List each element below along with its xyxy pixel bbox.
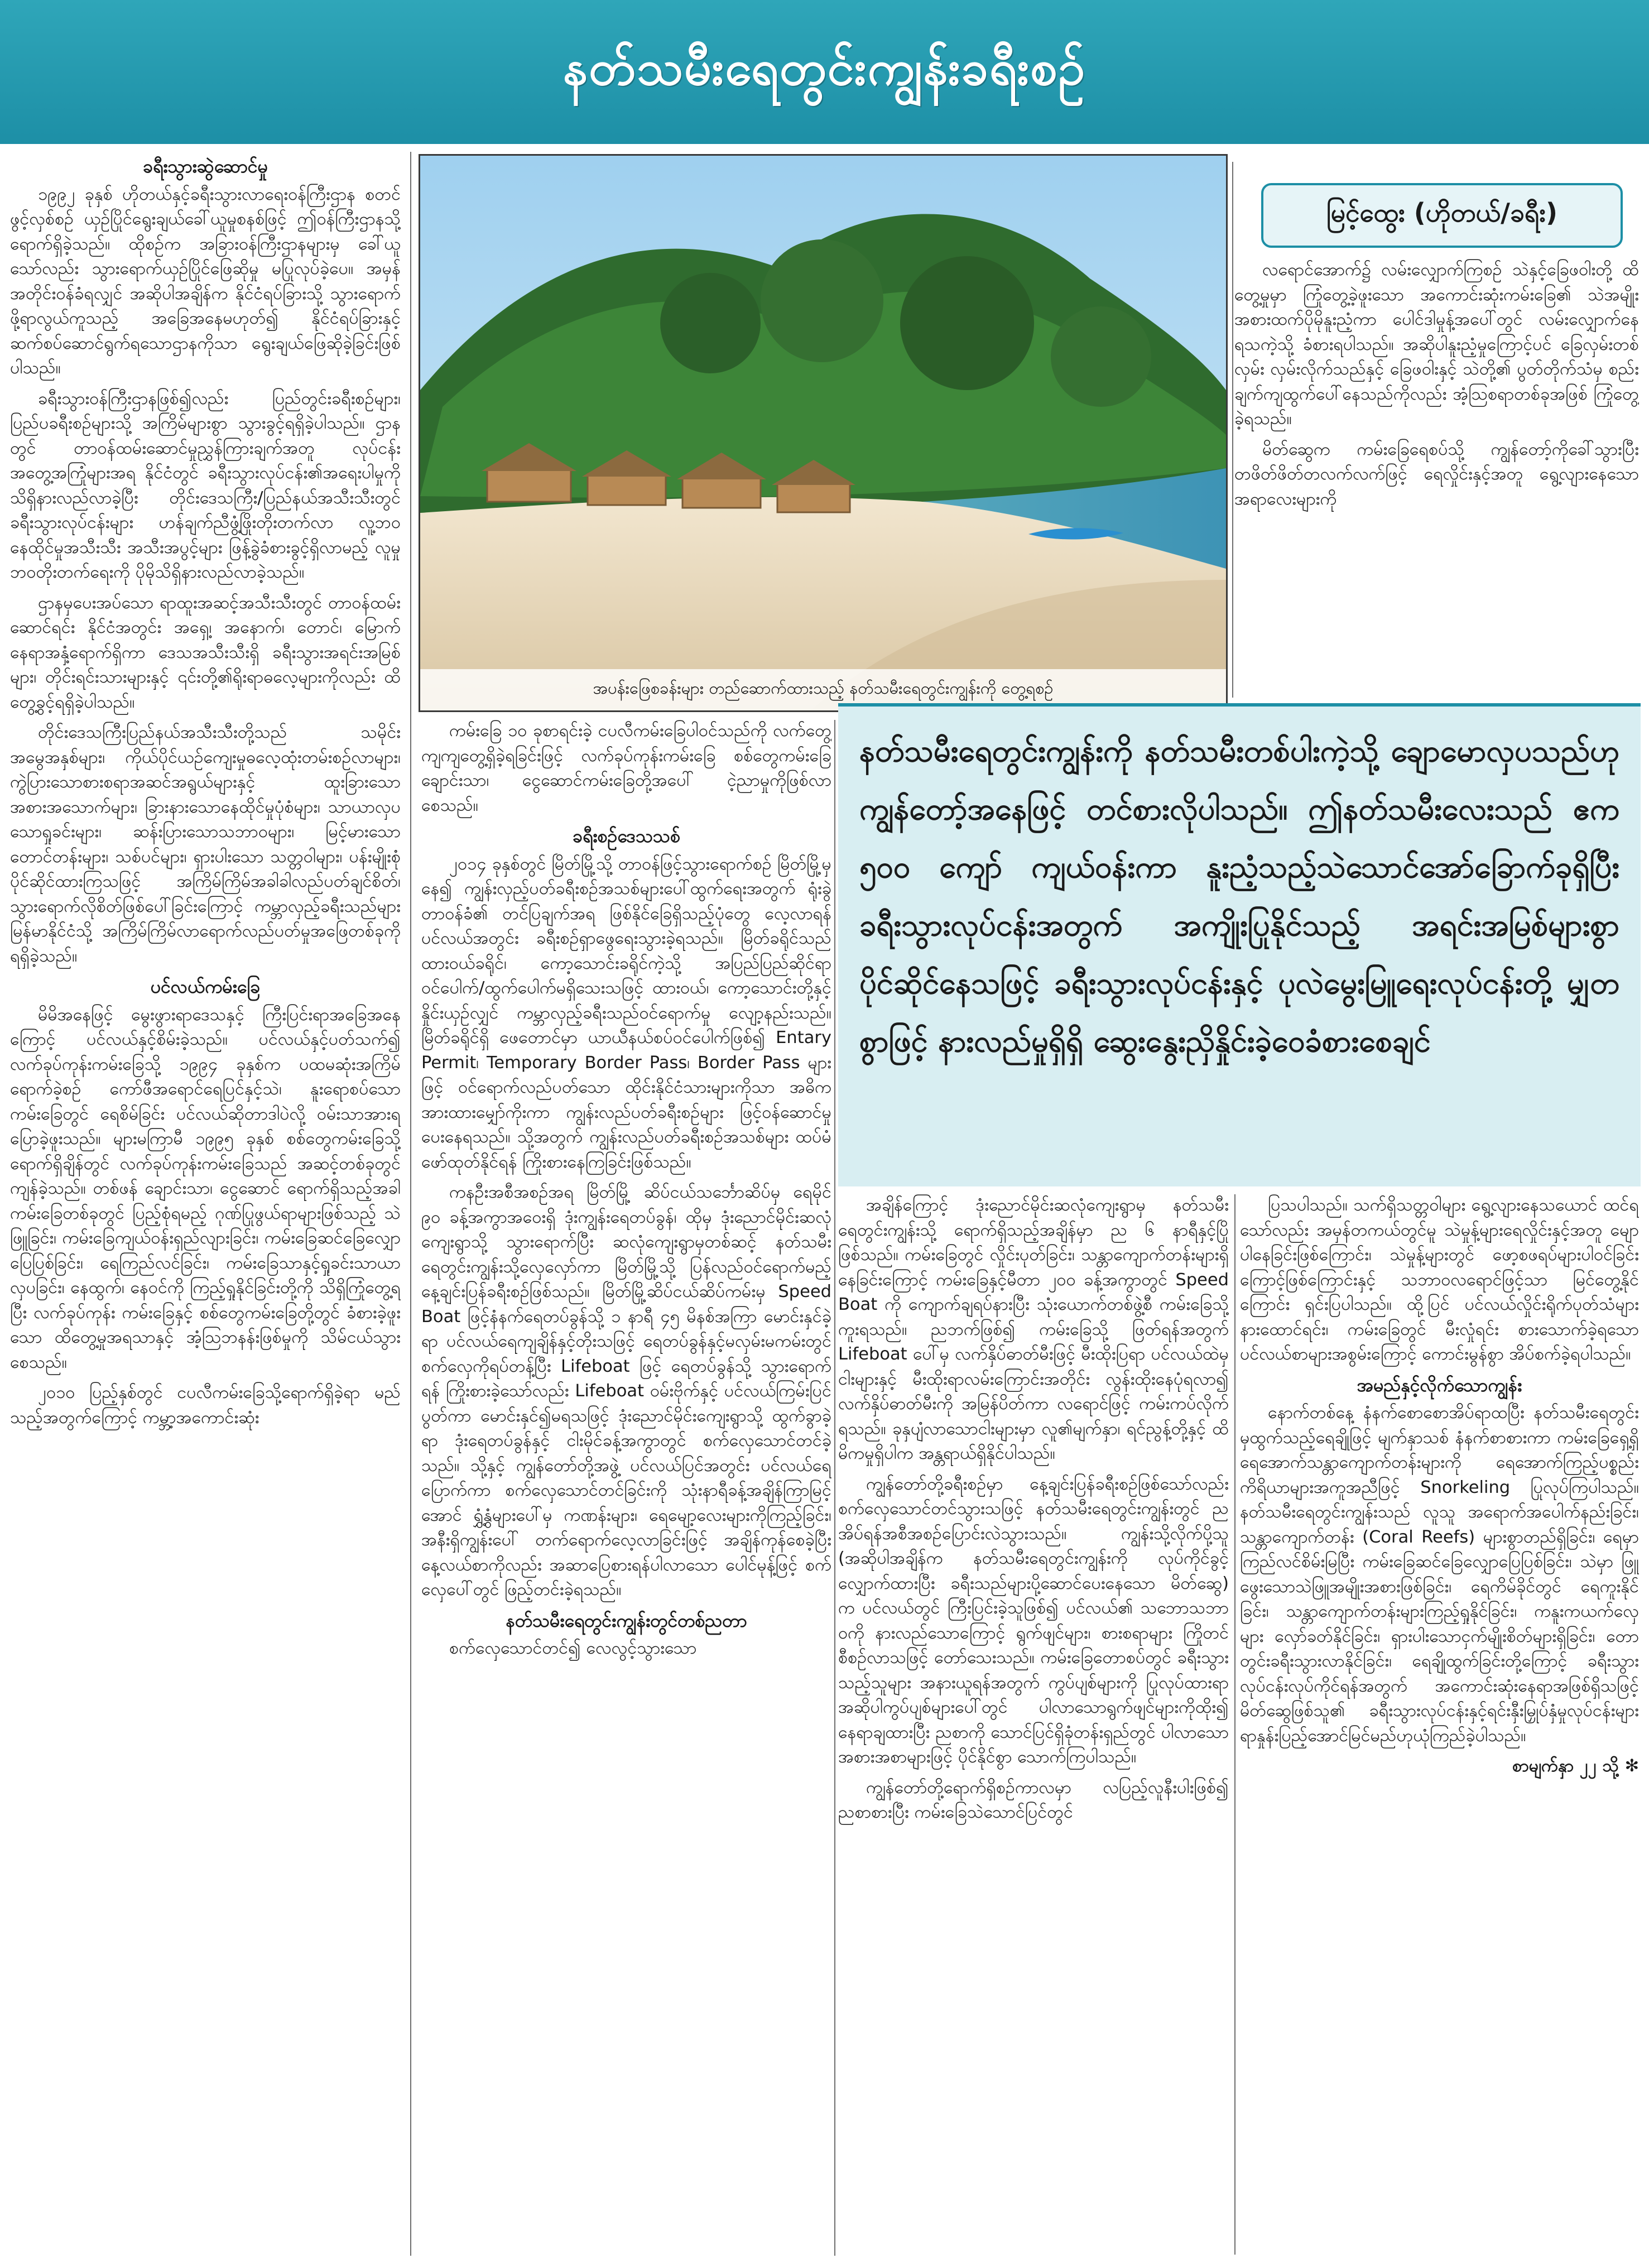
article-column-1: [10, 152, 401, 2256]
paragraph: ခရီးသွားဝန်ကြီးဌာနဖြစ်၍လည်း ပြည်တွင်းခရီးစဉ်များ၊ ပြည်ပခရီးစဉ်များသို့ အကြိမ်များစွာ သွားခွင့်ရရှိခဲ့ပါသည်။ ဌာနတွင် တာဝန်ထမ်းဆောင်မှုညွှန်ကြားချက်အတူ လုပ်ငန်းအတွေ့အကြုံများအရ နိုင်ငံတွင် ခရီးသွားလုပ်ငန်း၏အရေးပါမှုကို သိရှိနားလည်လာခဲ့ပြီး တိုင်းဒေသကြီး/ပြည်နယ်အသီးသီးတွင် ခရီးသွားလုပ်ငန်းများ ဟန်ချက်ညီဖွံ့ဖြိုးတိုးတက်လာ လူ့ဘဝနေထိုင်မှုအသီးသီး အသီးအပွင့်များ ဖြန့်ခွဲခံစားခွင့်ရှိလာမည့် လူမှုဘဝတိုးတက်ရေးကို ပိုမိုသိရှိနားလည်လာခဲ့သည်။: [10, 388, 401, 582]
paragraph: ၂၀၁၄ ခုနှစ်တွင် မြိတ်မြို့သို့ တာဝန်ဖြင့်သွားရောက်စဉ် မြိတ်မြို့မှနေ၍ ကျွန်းလှည့်ပတ်ခရီးစဉ်အသစ်များပေါ်ထွက်ရေးအတွက် ရုံးခွဲတာဝန်ခံ၏ တင်ပြချက်အရ ဖြစ်နိုင်ခြေရှိသည့်ပုံတွေ လေ့လာရန် ပင်လယ်အတွင်း ခရီးစဉ်ရှာဖွေရေးသွားခဲ့ရသည်။ မြိတ်ခရိုင်သည် ထားဝယ်ခရိုင်၊ ကော့သောင်းခရိုင်ကဲ့သို့ အပြည်ပြည်ဆိုင်ရာဝင်ပေါက်/ထွက်ပေါက်မရှိသေးသဖြင့် ထားဝယ်၊ ကော့သောင်းတို့နှင့် နှိုင်းယှဉ်လျှင် ကမ္ဘာလှည့်ခရီးသည်ဝင်ရောက်မှု လျော့နည်းသည်။ မြိတ်ခရိုင်ရှိ ဖေတောင်မှာ ယာယီနယ်စပ်ဝင်ပေါက်ဖြစ်၍ Entary Permit၊ Temporary Border Pass၊ Border Pass များဖြင့် ဝင်ရောက်လည်ပတ်သော ထိုင်းနိုင်ငံသားများကိုသာ အဓိက အားထားမျှော်ကိုးကာ ကျွန်းလည်ပတ်ခရီးစဉ်များ ဖြင့်ဝန်ဆောင်မှုပေးနေရသည်။ သို့အတွက် ကျွန်းလည်ပတ်ခရီးစဉ်အသစ်များ ထပ်မံဖော်ထုတ်နိုင်ရန် ကြိုးစားနေကြခြင်းဖြစ်သည်။: [421, 854, 831, 1172]
paragraph: မိမိအနေဖြင့် မွေးဖွားရာဒေသနှင့် ကြီးပြင်းရာအခြေအနေကြောင့် ပင်လယ်နှင့်စိမ်းခဲ့သည်။ ပင်လယ်နှင့်ပတ်သက်၍ လက်ခုပ်ကုန်းကမ်းခြေသို့ ၁၉၉၄ ခုနှစ်က ပထမဆုံးအကြိမ်ရောက်ခဲ့စဉ် ကော်ဖီအရောင်ရေပြင်နှင့်သဲ၊ နူးရောစပ်သောကမ်းခြေတွင် ရေစိမ်ခြင်း ပင်လယ်ဆိုတာဒါပဲလို့ ဝမ်းသာအားရပြောခဲ့ဖူးသည်။ များမကြာမီ ၁၉၉၅ ခုနှစ် စစ်တွေကမ်းခြေသို့ ရောက်ရှိချိန်တွင် လက်ခုပ်ကုန်းကမ်းခြေသည် အဆင့်တစ်ခုတွင် ကျန်ခဲ့သည်။ တစ်ဖန် ချောင်းသာ၊ ငွေဆောင် ရောက်ရှိသည့်အခါ ကမ်းခြေတစ်ခုတွင် ပြည့်စုံရမည့် ဂုဏ်ပြုဖွယ်ရာများဖြစ်သည့် သဲဖြူခြင်း၊ ကမ်းခြေကျယ်ဝန်းရှည်လျားခြင်း၊ ကမ်းခြေဆင်ခြေလျှောပြေပြစ်ခြင်း၊ ရေကြည်လင်ခြင်း၊ ကမ်းခြေသာနှင့်ရှုခင်းသာယာလှပခြင်း၊ နေထွက်၊ နေဝင်ကို ကြည့်ရှုနိုင်ခြင်းတို့ကို သိရှိကြုံတွေ့ရပြီး လက်ခုပ်ကုန်း ကမ်းခြေနှင့် စစ်တွေကမ်းခြေတို့တွင် ခံစားခဲ့ဖူးသော ထိတွေ့မှုအရသာနှင့် အံ့သြဘနန်းဖြစ်မှုကို သိမ်ငယ်သွားစေသည်။: [10, 1005, 401, 1372]
paragraph: ကျွန်တော်တို့ရောက်ရှိစဉ်ကာလမှာ လပြည့်လူနီးပါးဖြစ်၍ ညစာစားပြီး ကမ်းခြေသဲသောင်ပြင်တွင်: [838, 1777, 1229, 1822]
section-heading: နတ်သမီးရေတွင်းကျွန်းတွင်တစ်ညတာ: [506, 1609, 747, 1631]
paragraph: ပြသပါသည်။ သက်ရှိသတ္တဝါများ ရွေ့လျားနေသယောင် ထင်ရသော်လည်း အမှန်တကယ်တွင်မူ သဲမှုန့်များရေလှိုင်းနှင့်အတူ မျောပါနေခြင်းဖြစ်ကြောင်း၊ သဲမှုန့်များတွင် ဖော့စဖရပ်များပါဝင်ခြင်းကြောင့်ဖြစ်ကြောင်းနှင့် သဘာဝလရောင်ဖြင့်သာ မြင်တွေ့နိုင်ကြောင်း ရှင်းပြပါသည်။ ထို့ပြင် ပင်လယ်လှိုင်းရိုက်ပုတ်သံများ နားထောင်ရင်း၊ ကမ်းခြေတွင် မီးလှုံရင်း စားသောက်ခဲ့ရသော ပင်လယ်စာများအစွမ်းကြောင့် ကောင်းမွန်စွာ အိပ်စက်ခဲ့ရပါသည်။: [1240, 1195, 1639, 1364]
beach-photo: [419, 154, 1228, 712]
column-divider: [1232, 162, 1233, 698]
article-header: [0, 0, 1649, 144]
paragraph: ဌာနမှပေးအပ်သော ရာထူးအဆင့်အသီးသီးတွင် တာဝန်ထမ်းဆောင်ရင်း နိုင်ငံအတွင်း အရှေ့၊ အနောက်၊ တောင်၊ မြောက် နေရာအနှံ့ရောက်ရှိကာ ဒေသအသီးသီးရှိ ခရီးသွားအရင်းအမြစ်များ၊ တိုင်းရင်းသားများနှင့် ၎င်းတို့၏ရိုးရာဓလေ့များကိုလည်း ထိတွေ့ခွင့်ရရှိခဲ့ပါသည်။: [10, 593, 401, 712]
paragraph: ၂၀၁၀ ပြည့်နှစ်တွင် ငပလီကမ်းခြေသို့ရောက်ရှိခဲ့ရာ မည်သည့်အတွက်ကြောင့် ကမ္ဘာ့အကောင်းဆုံး: [10, 1383, 401, 1428]
beach-photo-illustration: [420, 156, 1226, 710]
paragraph: ကမ်းခြေ ၁၀ ခုစာရင်းခဲ့ ငပလီကမ်းခြေပါဝင်သည်ကို လက်တွေ့ကျကျတွေ့ရှိခဲ့ရခြင်းဖြင့် လက်ခုပ်ကုန်းကမ်းခြေ စစ်တွေကမ်းခြေ ချောင်းသာ၊ ငွေဆောင်ကမ်းခြေတို့အပေါ် ငဲ့ညာမှုကိုဖြစ်လာစေသည်။: [421, 721, 831, 815]
continued-on-page-label: စာမျက်နှာ ၂၂ သို့ ✻: [1512, 1756, 1639, 1776]
column-divider: [1234, 1194, 1235, 2255]
article-title: နတ်သမီးရေတွင်းကျွန်းခရီးစဉ်: [563, 40, 1086, 96]
photo-caption: အပန်းဖြေစခန်းများ တည်ဆောက်ထားသည့် နတ်သမီးရေတွင်းကျွန်းကို တွေ့ရစဉ်: [420, 669, 1226, 710]
paragraph: ၁၉၉၂ ခုနှစ် ဟိုတယ်နှင့်ခရီးသွားလာရေးဝန်ကြီးဌာန စတင်ဖွင့်လှစ်စဉ် ယှဉ်ပြိုင်ရွေးချယ်ခေါ်ယူမှုစနစ်ဖြင့် ဤဝန်ကြီးဌာနသို့ ရောက်ရှိခဲ့သည်။ ထိုစဉ်က အခြားဝန်ကြီးဌာနများမှ ခေါ်ယူသော်လည်း သွားရောက်ယှဉ်ပြိုင်ဖြေဆိုမှု မပြုလုပ်ခဲ့ပေ။ အမှန်အတိုင်းဝန်ခံရလျှင် အဆိုပါအချိန်က နိုင်ငံရပ်ခြားသို့ သွားရောက်ဖို့ရာလွယ်ကူသည့် အခြေအနေမဟုတ်၍ နိုင်ငံရပ်ခြားနှင့် ဆက်စပ်ဆောင်ရွက်ရသောဌာနကိုသာ ရွေးချယ်ဖြေဆိုခဲ့ခြင်းဖြစ်ပါသည်။: [10, 184, 401, 378]
section-heading: ခရီးစဉ်ဒေသသစ်: [573, 825, 680, 847]
column-divider: [410, 152, 411, 2256]
paragraph: လရောင်အောက်၌ လမ်းလျှောက်ကြစဉ် သဲနှင့်ခြေဖဝါးတို့ ထိတွေ့မှုမှာ ကြုံတွေ့ခဲ့ဖူးသော အကောင်းဆုံးကမ်းခြေ၏ သဲအမျိုးအစားထက်ပိုမိုနူးညံ့ကာ ပေါင်ဒါမှုန့်အပေါ်တွင် လမ်းလျှောက်နေရသကဲ့သို့ ခံစားရပါသည်။ အဆိုပါနူးညံ့မှုကြောင့်ပင် ခြေလှမ်းတစ်လှမ်း လှမ်းလိုက်သည်နှင့် ခြေဖဝါးနှင့် သဲတို့၏ ပွတ်တိုက်သံမှ စည်းချက်ကျထွက်ပေါ်နေသည်ကိုလည်း အံ့သြစရာတစ်ခုအဖြစ် ကြုံတွေ့ခဲ့ရသည်။: [1234, 260, 1639, 429]
paragraph: စက်လှေသောင်တင်၍ လေလွင့်သွားသော: [449, 1638, 697, 1658]
paragraph: ကနဦးအစီအစဉ်အရ မြိတ်မြို့ ဆိပ်ငယ်သင်္ဘောဆိပ်မှ ရေမိုင် ၉၀ ခန့်အကွာအဝေးရှိ ဒုံးကျွန်းရေတပ်ခွန်၊ ထိုမှ ဒုံးညောင်မိုင်းဆလုံကျေးရွာသို့ သွားရောက်ပြီး ဆလုံကျေးရွာမှတစ်ဆင့် နတ်သမီးရေတွင်းကျွန်းသို့လှေလှော်ကာ မြိတ်မြို့သို့ ပြန်လည်ဝင်ရောက်မည့် နေ့ချင်းပြန်ခရီးစဉ်ဖြစ်သည်။ မြိတ်မြို့ဆိပ်ငယ်ဆိပ်ကမ်းမှ Speed Boat ဖြင့်နံနက်ရေတပ်ခွန်သို့ ၁ နာရီ ၄၅ မိနစ်အကြာ မောင်းနှင်ခဲ့ရာ ပင်လယ်ရေကျချိန်နှင့်တိုးသဖြင့် ရေတပ်ခွန်နှင့်မလှမ်းမကမ်းတွင် စက်လှေကိုရပ်တန့်ပြီး Lifeboat ဖြင့် ရေတပ်ခွန်သို့ သွားရောက်ရန် ကြိုးစားခဲ့သော်လည်း Lifeboat ဝမ်းဗိုက်နှင့် ပင်လယ်ကြမ်းပြင်ပွတ်ကာ မောင်းနှင်၍မရသဖြင့် ဒုံးညောင်မိုင်းကျေးရွာသို့ ထွက်ခွာခဲ့ရာ ဒုံးရေတပ်ခွန်နှင့် ငါးမိုင်ခန့်အကွာတွင် စက်လှေသောင်တင်ခဲ့သည်။ သို့နှင့် ကျွန်တော်တို့အဖွဲ့ ပင်လယ်ပြင်အတွင်း ပင်လယ်ရေပြောက်ကာ စက်လှေသောင်တင်ခြင်းကို သုံးနာရီခန့်အချိန်ကြာမြင့်အောင် ရွှံ့နွံများပေါ်မှ ကဏန်းများ၊ ရေမျော့လေးများကိုကြည့်ခြင်း၊ အနီးရှိကျွန်းပေါ် တက်ရောက်လေ့လာခြင်းဖြင့် အချိန်ကုန်စေခဲ့ပြီး နေ့လယ်စာကိုလည်း အဆာပြေစားရန်ပါလာသော ပေါင်မုန့်ဖြင့် စက်လှေပေါ်တွင် ဖြည့်တင်းခဲ့ရသည်။: [421, 1183, 831, 1599]
paragraph: ကျွန်တော်တို့ခရီးစဉ်မှာ နေ့ချင်းပြန်ခရီးစဉ်ဖြစ်သော်လည်း စက်လှေသောင်တင်သွားသဖြင့် နတ်သမီးရေတွင်းကျွန်းတွင် ညအိပ်ရန်အစီအစဉ်ပြောင်းလဲသွားသည်။ ကျွန်းသို့လိုက်ပို့သူ (အဆိုပါအချိန်က နတ်သမီးရေတွင်းကျွန်းကို လုပ်ကိုင်ခွင့်လျှောက်ထားပြီး ခရီးသည်များပို့ဆောင်ပေးနေသော မိတ်ဆွေ) က ပင်လယ်တွင် ကြီးပြင်းခဲ့သူဖြစ်၍ ပင်လယ်၏ သဘောသဘာဝကို နားလည်သောကြောင့် ရွက်ဖျင်များ၊ စားစရာများ ကြိုတင်စီစဉ်လာသဖြင့် တော်သေးသည်။ ကမ်းခြေတောစပ်တွင် ခရီးသွားသည့်သူများ အနားယူရန်အတွက် ကွပ်ပျစ်များကို ပြုလုပ်ထားရာ အဆိုပါကွပ်ပျစ်များပေါ်တွင် ပါလာသောရွက်ဖျင်များကိုထိုး၍ နေရာချထားပြီး ညစာကို သောင်ပြင်ရှိခုံတန်းရှည်တွင် ပါလာသော အစားအစာများဖြင့် ပိုင်နိုင်စွာ သောက်ကြပါသည်။: [838, 1474, 1229, 1767]
article-column-2: [421, 719, 831, 2256]
article-column-4: [1240, 1193, 1639, 2256]
author-byline: မြင့်ထွေး (ဟိုတယ်/ခရီး): [1261, 183, 1623, 248]
article-column-3: [838, 1193, 1229, 2256]
paragraph: အချိန်ကြောင့် ဒုံးညောင်မိုင်းဆလုံကျေးရွာမှ နတ်သမီးရေတွင်းကျွန်းသို့ ရောက်ရှိသည့်အချိန်မှာ ည ၆ နာရီနှင့်ပြိုဖြစ်သည်။ ကမ်းခြေတွင် လှိုင်းပုတ်ခြင်း၊ သန္တာကျောက်တန်းများရှိနေခြင်းကြောင့် ကမ်းခြေနှင့်မီတာ ၂၀၀ ခန့်အကွာတွင် Speed Boat ကို ကျောက်ချရပ်နားပြီး သုံးယောက်တစ်ဖွဲ့စီ ကမ်းခြေသို့ကူးရသည်။ ညဘက်ဖြစ်၍ ကမ်းခြေသို့ ဖြတ်ရန်အတွက် Lifeboat ပေါ်မှ လက်နှိပ်ဓာတ်မီးဖြင့် မီးထိုးပြရာ ပင်လယ်ထဲမှ ငါးများနှင့် မီးထိုးရာလမ်းကြောင်းအတိုင်း လွန်းထိုးနေပုံရလာ၍ လက်နှိပ်ဓာတ်မီးကို အမြန်ပိတ်ကာ လရောင်ဖြင့် ကမ်းကပ်လိုက်ရသည်။ ခုနှပျံလာသောငါးများမှာ လူ၏မျက်နှာ၊ ရင်ညွန့်တို့နှင့် ထိမိကမှုရှိပါက အန္တရာယ်ရှိနိုင်ပါသည်။: [838, 1195, 1229, 1463]
paragraph: မိတ်ဆွေက ကမ်းခြေရေစပ်သို့ ကျွန်တော့်ကိုခေါ်သွားပြီး တဖိတ်ဖိတ်တလက်လက်ဖြင့် ရေလှိုင်းနှင့်အတူ ရွေ့လျားနေသောအရာလေးများကို: [1234, 439, 1639, 509]
paragraph: နောက်တစ်နေ့ နံနက်စောစောအိပ်ရာထပြီး နတ်သမီးရေတွင်းမှထွက်သည့်ရေချိုဖြင့် မျက်နှာသစ် နံနက်စာစားကာ ကမ်းခြေရှေ့ရှိ ရေအောက်သန္တာကျောက်တန်းများကို ရေအောက်ကြည့်ပစ္စည်းကိရိယာများအကူအညီဖြင့် Snorkeling ပြုလုပ်ကြပါသည်။ နတ်သမီးရေတွင်းကျွန်းသည် လူသူ အရောက်အပေါက်နည်းခြင်း၊ သန္တာကျောက်တန်း (Coral Reefs) များစွာတည်ရှိခြင်း၊ ရေမှာကြည်လင်စိမ်းမြပြီး ကမ်းခြေဆင်ခြေလျှောပြေပြစ်ခြင်း၊ သဲမှာ ဖြူဖွေးသောသဲဖြူအမျိုးအစားဖြစ်ခြင်း၊ ရေကိမ်ခိုင်တွင် ရေကူးနိုင်ခြင်း၊ သန္တာကျောက်တန်းများကြည့်ရှုနိုင်ခြင်း၊ ကနူးကယက်လှေများ လှော်ခတ်နိုင်ခြင်း၊ ရှားပါးသောငှက်မျိုးစိတ်များရှိခြင်း၊ တောတွင်းခရီးသွားလာနိုင်ခြင်း၊ ရေချိုထွက်ခြင်းတို့ကြောင့် ခရီးသွားလုပ်ငန်းလုပ်ကိုင်ရန်အတွက် အကောင်းဆုံးနေရာအဖြစ်ရှိသဖြင့် မိတ်ဆွေဖြစ်သူ၏ ခရီးသွားလုပ်ငန်းနှင့်ရင်းနှီးမြှုပ်နှံမှုလုပ်ငန်းများ ရာနှုန်းပြည့်အောင်မြင်မည်ဟုယုံကြည်ခဲ့ပါသည်။: [1240, 1403, 1639, 1746]
paragraph: တိုင်းဒေသကြီးပြည်နယ်အသီးသီးတို့သည် သမိုင်းအမွေအနှစ်များ၊ ကိုယ်ပိုင်ယဉ်ကျေးမှုဓလေ့ထုံးတမ်းစဉ်လာများ၊ ကွဲပြားသောစားစရာအဆင်အရွယ်များနှင့် ထူးခြားသောအစားအသောက်များ၊ ခြားနားသောနေထိုင်မှုပုံစံများ၊ သာယာလှပသောရှုခင်းများ၊ ဆန်းပြားသောသဘာဝများ၊ မြင့်မားသောတောင်တန်းများ၊ သစ်ပင်များ၊ ရှားပါးသော သတ္တဝါများ၊ ပန်းမျိုးစုံ ပိုင်ဆိုင်ထားကြသဖြင့် အကြိမ်ကြိမ်အခါခါလည်ပတ်ချင်စိတ်၊ သွားရောက်လိုစိတ်ဖြစ်ပေါ်ခြင်းကြောင့် ကမ္ဘာလှည့်ခရီးသည်များ မြန်မာနိုင်ငံသို့ အကြိမ်ကြိမ်လာရောက်လည်ပတ်မှုအဖြေတစ်ခုကိုရရှိခဲ့သည်။: [10, 723, 401, 966]
article-column-4-top: [1234, 258, 1639, 660]
column-divider: [834, 720, 835, 2256]
pull-quote: နတ်သမီးရေတွင်းကျွန်းကို နတ်သမီးတစ်ပါးကဲ့သို့ ချောမောလှပသည်ဟု ကျွန်တော့်အနေဖြင့် တင်စားလိုပါသည်။ ဤနတ်သမီးလေးသည် ဧက ၅၀၀ ကျော် ကျယ်ဝန်းကာ နူးညံ့သည့်သဲသောင်အော်ခြောက်ခုရှိပြီး ခရီးသွားလုပ်ငန်းအတွက် အကျိုးပြုနိုင်သည့် အရင်းအမြစ်များစွာ ပိုင်ဆိုင်နေသဖြင့် ခရီးသွားလုပ်ငန်းနှင့် ပုလဲမွေးမြူရေးလုပ်ငန်းတို့ မျှတစွာဖြင့် နားလည်မှုရှိရှိ ဆွေးနွေးညှိနှိုင်းခဲ့ဝေခံစားစေချင်: [838, 703, 1641, 1186]
section-heading: ပင်လယ်ကမ်းခြေ: [150, 976, 261, 997]
section-heading: အမည်နှင့်လိုက်သောကျွန်း: [1357, 1374, 1522, 1396]
section-heading: ခရီးသွားဆွဲဆောင်မှု: [143, 156, 268, 177]
